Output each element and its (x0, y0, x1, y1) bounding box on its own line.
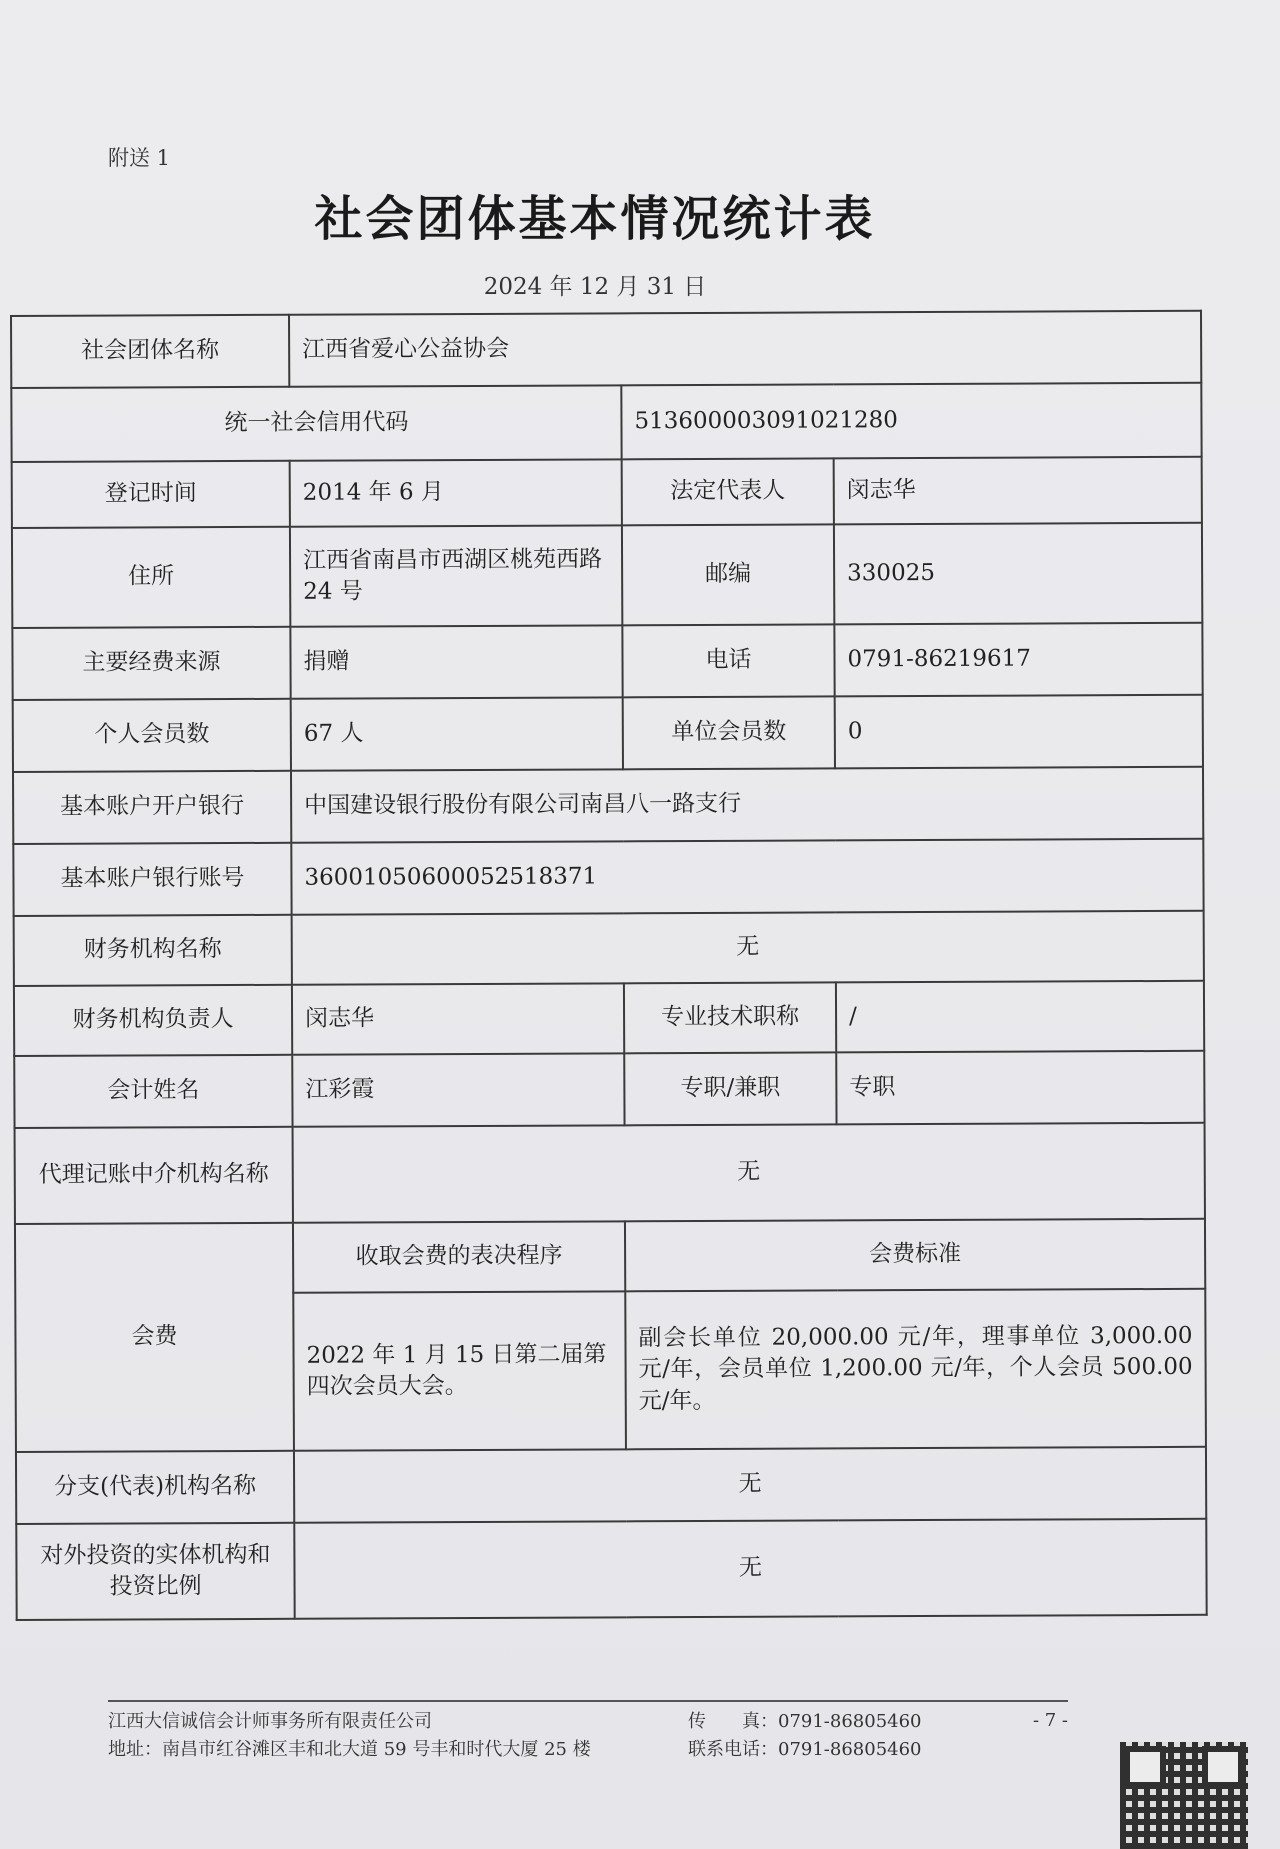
qr-code-icon (1120, 1742, 1248, 1849)
unit-members-value: 0 (835, 695, 1203, 769)
account-value: 36001050600052518371 (291, 839, 1203, 915)
individual-members-value: 67 人 (291, 697, 623, 770)
fulltime-value: 专职 (836, 1051, 1204, 1125)
fee-procedure-value: 2022 年 1 月 15 日第二届第四次会员大会。 (293, 1291, 626, 1450)
agent-value: 无 (293, 1123, 1205, 1223)
footer-fax: 传 真：0791-86805460 (688, 1711, 922, 1732)
reg-time-value: 2014 年 6 月 (290, 459, 622, 526)
funding-value: 捐赠 (290, 625, 622, 698)
fee-label: 会费 (15, 1223, 294, 1452)
accountant-value: 江彩霞 (292, 1053, 624, 1126)
page-number: - 7 - (1032, 1710, 1068, 1731)
credit-code-label: 统一社会信用代码 (11, 385, 621, 462)
row-accountant (14, 1051, 1204, 1128)
branch-value: 无 (294, 1447, 1206, 1523)
row-fee-header (15, 1219, 1205, 1294)
org-name-value: 江西省爱心公益协会 (289, 311, 1201, 387)
fee-standard-header: 会费标准 (625, 1219, 1205, 1292)
fee-standard-value: 副会长单位 20,000.00 元/年，理事单位 3,000.00 元/年，会员单位 1,200.00 元/年，个人会员 500.00 元/年。 (625, 1289, 1206, 1450)
org-name-label: 社会团体名称 (11, 315, 289, 388)
row-finance-head (14, 981, 1204, 1056)
branch-label: 分支(代表)机构名称 (16, 1451, 294, 1524)
row-branch (16, 1447, 1206, 1524)
row-org-name (11, 311, 1201, 388)
account-label: 基本账户银行账号 (13, 843, 291, 916)
footer-tel: 联系电话：0791-86805460 (688, 1739, 922, 1760)
page-footer (108, 1700, 1068, 1764)
postcode-value: 330025 (834, 523, 1202, 625)
postcode-label: 邮编 (622, 524, 834, 625)
row-credit-code (11, 383, 1201, 462)
footer-address: 地址：南昌市红谷滩区丰和北大道 59 号丰和时代大厦 25 楼 (108, 1739, 591, 1760)
investment-label: 对外投资的实体机构和投资比例 (16, 1523, 294, 1620)
finance-org-label: 财务机构名称 (14, 915, 292, 986)
unit-members-label: 单位会员数 (623, 696, 835, 769)
bank-value: 中国建设银行股份有限公司南昌八一路支行 (291, 767, 1203, 843)
report-date: 2024 年 12 月 31 日 (483, 274, 707, 300)
page-title: 社会团体基本情况统计表 (314, 191, 876, 247)
row-members (13, 695, 1203, 772)
row-funding (12, 623, 1202, 700)
finance-head-label: 财务机构负责人 (14, 985, 292, 1056)
statistics-table (10, 310, 1208, 1621)
agent-label: 代理记账中介机构名称 (15, 1127, 293, 1224)
row-finance-org (14, 911, 1204, 986)
footer-firm: 江西大信诚信会计师事务所有限责任公司 (108, 1711, 432, 1732)
row-investment (16, 1519, 1206, 1620)
individual-members-label: 个人会员数 (13, 699, 291, 772)
credit-code-value: 513600003091021280 (621, 383, 1201, 460)
finance-org-value: 无 (292, 911, 1204, 985)
address-label: 住所 (12, 527, 290, 628)
reg-time-label: 登记时间 (12, 461, 290, 528)
attachment-label: 附送 1 (108, 146, 171, 170)
funding-label: 主要经费来源 (12, 627, 290, 700)
row-bank (13, 767, 1203, 844)
accountant-label: 会计姓名 (14, 1055, 292, 1128)
row-registration (12, 457, 1202, 528)
phone-label: 电话 (622, 624, 834, 697)
tech-title-value: / (836, 981, 1204, 1053)
fee-procedure-header: 收取会费的表决程序 (293, 1221, 625, 1292)
row-address (12, 523, 1202, 628)
legal-rep-value: 闵志华 (834, 457, 1202, 525)
row-agent (15, 1123, 1205, 1224)
phone-value: 0791-86219617 (834, 623, 1202, 697)
bank-label: 基本账户开户银行 (13, 771, 291, 844)
finance-head-value: 闵志华 (292, 983, 624, 1054)
fulltime-label: 专职/兼职 (624, 1052, 836, 1125)
tech-title-label: 专业技术职称 (624, 982, 836, 1053)
row-account (13, 839, 1203, 916)
investment-value: 无 (294, 1519, 1206, 1619)
address-value: 江西省南昌市西湖区桃苑西路 24 号 (290, 525, 622, 626)
legal-rep-label: 法定代表人 (622, 458, 834, 525)
